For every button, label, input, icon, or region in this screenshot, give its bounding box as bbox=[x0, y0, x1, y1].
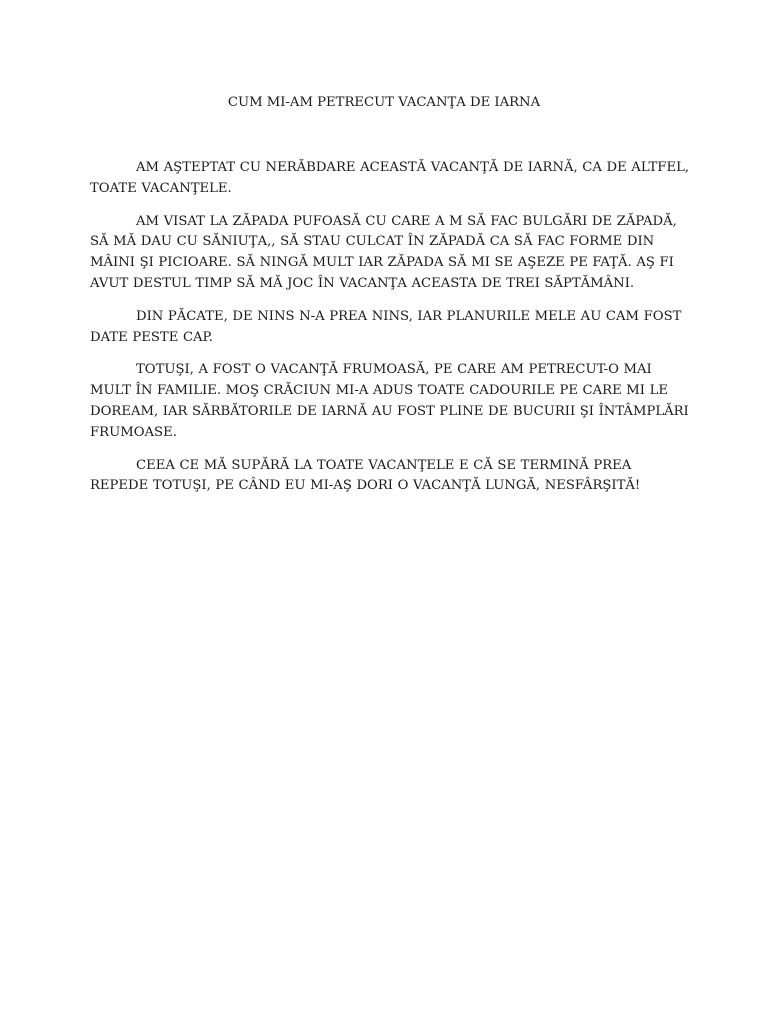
paragraph-4: TOTUŞI, A FOST O VACANŢĂ FRUMOASĂ, PE CARE AM PETRECUT-O MAI MULT ÎN FAMILIE. MOŞ CRĂCIUN MI-A ADUS TOATE CADOURILE PE CARE MI LE DOREAM, IAR SĂRBĂTORILE DE IARNĂ AU FOST PLINE DE BUCURII ŞI ÎNTÂMPLĂRI FRUMOASE. bbox=[90, 362, 689, 440]
paragraph-5: CEEA CE MĂ SUPĂRĂ LA TOATE VACANŢELE E CĂ SE TERMINĂ PREA REPEDE TOTUŞI, PE CÂND EU MI-AŞ DORI O VACANŢĂ LUNGĂ, NESFÂRŞITĂ! bbox=[90, 457, 641, 494]
document-title: CUM MI-AM PETRECUT VACANŢA DE IARNA bbox=[227, 95, 541, 110]
document-body bbox=[90, 158, 690, 509]
paragraph-3: DIN PĂCATE, DE NINS N-A PREA NINS, IAR PLANURILE MELE AU CAM FOST DATE PESTE CAP. bbox=[90, 308, 682, 345]
paragraph-2: AM VISAT LA ZĂPADA PUFOASĂ CU CARE A M SĂ FAC BULGĂRI DE ZĂPADĂ, SĂ MĂ DAU CU SĂNIUŢA,, SĂ STAU CULCAT ÎN ZĂPADĂ CA SĂ FAC FORME DIN MÂINI ŞI PICIOARE. SĂ NINGĂ MULT IAR ZĂPADA SĂ MI SE AŞEZE PE FAŢĂ. AŞ FI AVUT DESTUL TIMP SĂ MĂ JOC ÎN VACANŢA ACEASTA DE TREI SĂPTĂMÂNI. bbox=[90, 213, 677, 291]
paragraph-1: AM AŞTEPTAT CU NERĂBDARE ACEASTĂ VACANŢĂ DE IARNĂ, CA DE ALTFEL, TOATE VACANŢELE. bbox=[90, 160, 690, 196]
